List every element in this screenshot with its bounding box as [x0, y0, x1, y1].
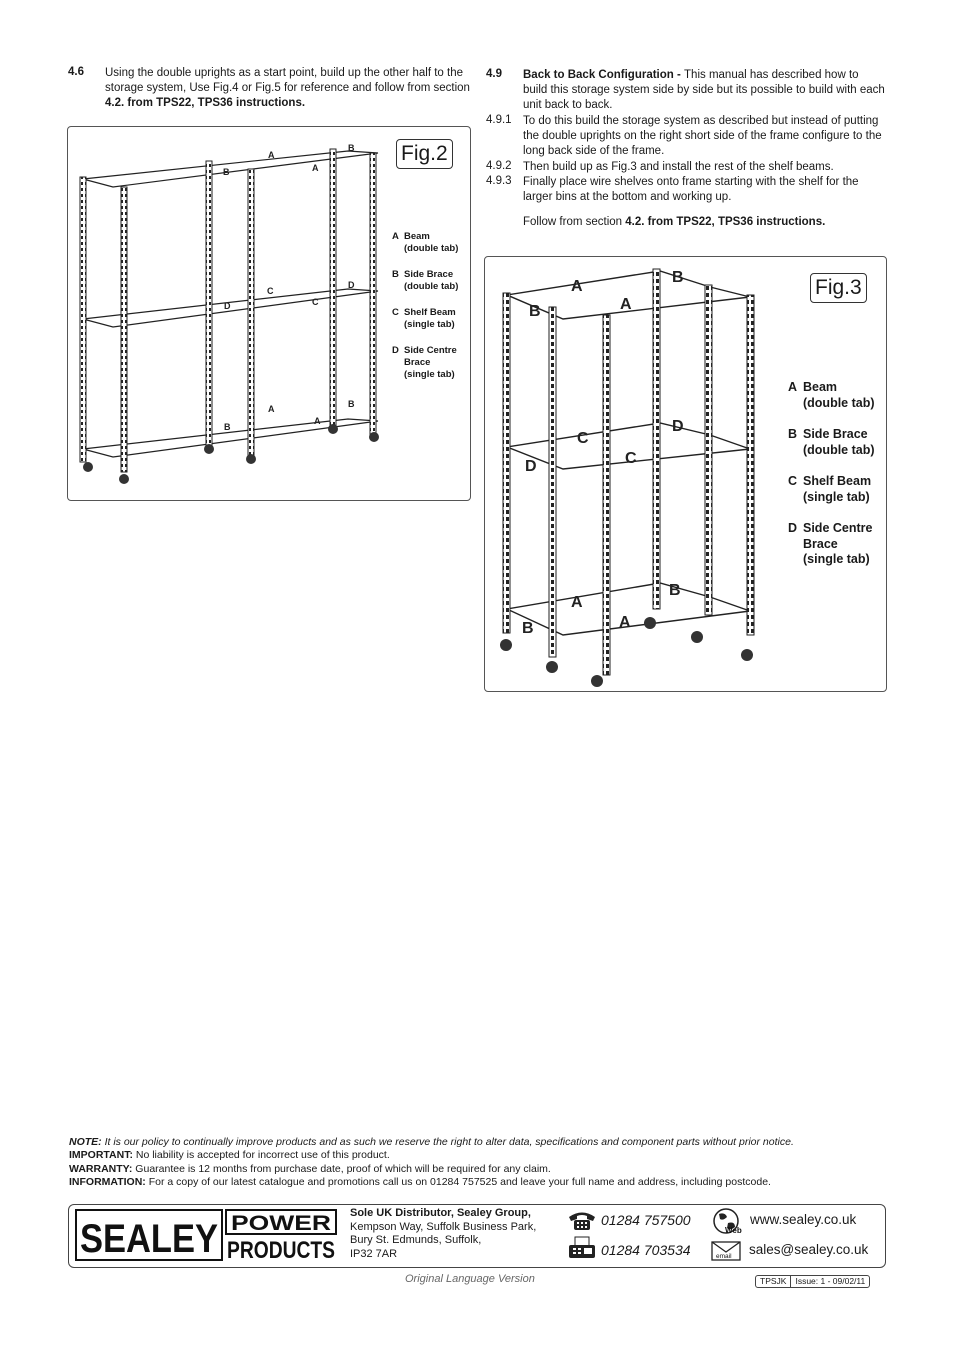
fig3-label-b-bottom: B [669, 582, 681, 599]
section-number-4-9-2: 4.9.2 [486, 160, 512, 172]
fig3-legend-d: D Side Centre Brace (single tab) [788, 521, 873, 566]
sealey-power-products-logo [76, 1208, 340, 1262]
note-line: NOTE: It is our policy to continually improve products and as such we reserve the right to alter data, specifications and component parts without prior notice. [69, 1136, 794, 1148]
section-number-4-9-3: 4.9.3 [486, 175, 512, 187]
fig3-legend-b: B Side Brace (double tab) [788, 427, 875, 457]
fig2-label-a-top-2: A [312, 163, 319, 173]
section-4-6-plain: Using the double uprights as a start point, build up the other half to the storage system, Use Fig.4 or Fig.5 for reference and follow from section [105, 67, 470, 94]
fig3-legend [788, 380, 875, 584]
fig2-legend-b: B Side Brace (double tab) [392, 269, 459, 292]
section-4-9-1-text: To do this build the storage system as described but instead of putting the double uprights on the right short side of the frame configure to the long back side of the frame. [523, 115, 882, 157]
phone-number: 01284 757500 [601, 1212, 691, 1228]
fig2-label-a-top: A [268, 150, 275, 160]
website-link[interactable]: www.sealey.co.uk [750, 1212, 857, 1227]
section-number-4-9: 4.9 [486, 68, 502, 80]
fig3-label-a-bottom: A [571, 594, 583, 611]
section-number-4-6: 4.6 [68, 66, 84, 78]
distributor-address [350, 1207, 536, 1261]
logo-products-word: PRODUCTS [227, 1237, 335, 1264]
fig2-label-a-bottom-2: A [314, 416, 321, 426]
fig3-label-a-bottom-2: A [619, 614, 631, 631]
section-4-9-2-text: Then build up as Fig.3 and install the rest of the shelf beams. [523, 161, 834, 173]
fax-number: 01284 703534 [601, 1242, 691, 1258]
fig2-label-b-top: B [348, 143, 355, 153]
fig3-label-a-top-2: A [620, 296, 632, 313]
document-reference [755, 1275, 870, 1288]
fig2-legend-c: C Shelf Beam (single tab) [392, 307, 456, 330]
fig3-label-c-mid-2: C [625, 450, 637, 467]
fig3-label-b-top: B [672, 269, 684, 286]
fig2-legend-a: A Beam (double tab) [392, 231, 459, 254]
email-icon-label: email [716, 1253, 732, 1260]
email-icon [711, 1241, 741, 1261]
fig2-title: Fig.2 [396, 139, 453, 169]
address-line-3: IP32 7AR [350, 1247, 398, 1260]
fax-icon [567, 1236, 597, 1260]
fig3-label-d-mid-2: D [525, 458, 537, 475]
fig2-label-a-bottom: A [268, 404, 275, 414]
follow-section-text: Follow from section 4.2. from TPS22, TPS36 instructions. [523, 216, 826, 228]
distributor-title: Sole UK Distributor, Sealey Group, [350, 1207, 531, 1219]
fig2-label-d-mid-2: D [224, 301, 231, 311]
fig3-label-d-mid: D [672, 418, 684, 435]
address-line-2: Bury St. Edmunds, Suffolk, [350, 1234, 482, 1247]
fig3-label-a-top: A [571, 278, 583, 295]
fig2-label-b-bottom: B [348, 399, 355, 409]
fig3-label-b-top-2: B [529, 303, 541, 320]
section-4-6-bold: 4.2. from TPS22, TPS36 instructions. [105, 97, 306, 109]
ref-code: TPSJK [760, 1276, 787, 1286]
telephone-icon [567, 1209, 597, 1231]
fig3-panel [484, 256, 887, 692]
section-number-4-9-1: 4.9.1 [486, 114, 512, 126]
section-4-6-text [105, 66, 470, 111]
fig2-label-c-mid: C [267, 286, 274, 296]
logo-sealey-word: SEALEY [80, 1217, 219, 1261]
original-language-version: Original Language Version [405, 1273, 535, 1285]
fig3-label-b-bottom-2: B [522, 620, 534, 637]
section-4-9-3-text: Finally place wire shelves onto frame starting with the shelf for the larger bins at the bottom and working up. [523, 176, 859, 203]
important-line: IMPORTANT: No liability is accepted for incorrect use of this product. [69, 1149, 390, 1162]
logo-power-word: POWER [231, 1212, 331, 1235]
fig3-label-c-mid: C [577, 430, 589, 447]
information-line: INFORMATION: For a copy of our latest catalogue and promotions call us on 01284 757525 and leave your full name and address, including postcode. [69, 1176, 771, 1189]
address-line-1: Kempson Way, Suffolk Business Park, [350, 1220, 537, 1233]
fig3-legend-a: A Beam (double tab) [788, 380, 875, 410]
fig2-label-c-mid-2: C [312, 297, 319, 307]
section-4-9-text: Back to Back Configuration - This manual has described how to build this storage system side by side but its possible to build with each unit back to back. [523, 69, 885, 111]
web-icon-label: Web [725, 1226, 742, 1235]
fig2-legend-d: D Side Centre Brace (single tab) [392, 345, 457, 380]
email-link[interactable]: sales@sealey.co.uk [749, 1242, 869, 1257]
globe-web-icon [711, 1207, 747, 1235]
ref-issue: Issue: 1 - 09/02/11 [790, 1276, 865, 1287]
legal-notes [69, 1136, 899, 1190]
warranty-line: WARRANTY: Guarantee is 12 months from purchase date, proof of which will be required for any claim. [69, 1162, 551, 1175]
fig2-legend [392, 231, 458, 395]
fig3-title: Fig.3 [810, 273, 867, 303]
fig2-label-b-bottom-2: B [224, 422, 231, 432]
fig2-label-d-mid: D [348, 280, 355, 290]
fig3-legend-c: C Shelf Beam (single tab) [788, 474, 872, 504]
fig2-label-b-top-2: B [223, 167, 230, 177]
fig2-panel [67, 126, 471, 501]
